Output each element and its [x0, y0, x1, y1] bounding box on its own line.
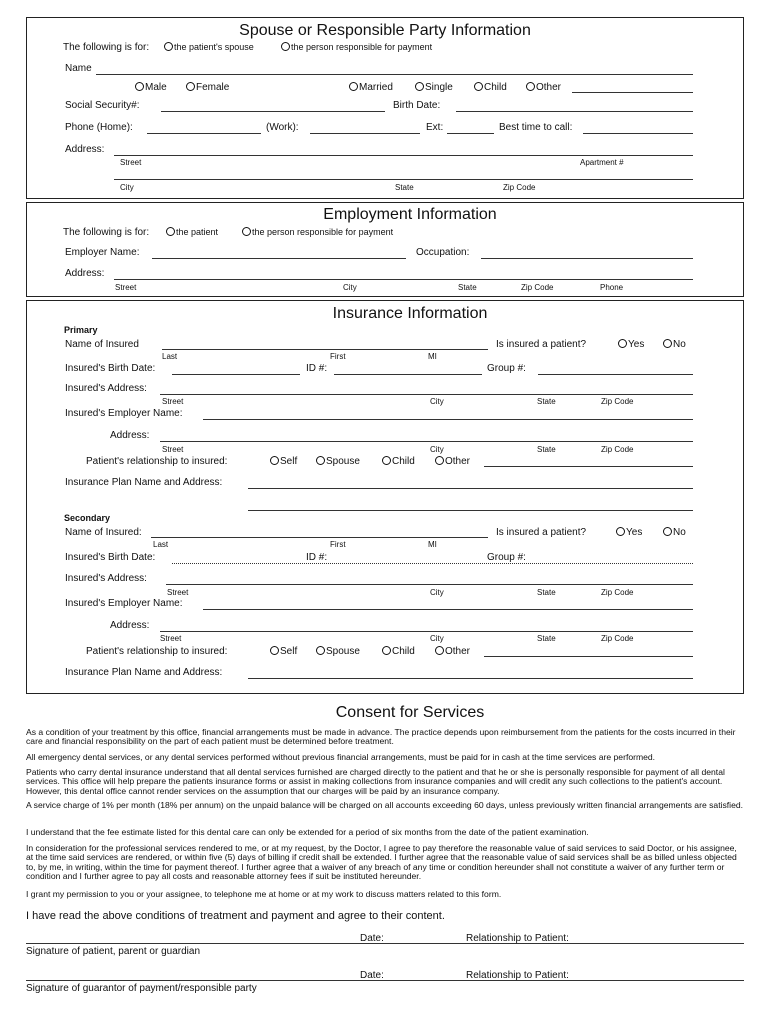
spouse-name-field[interactable]	[96, 74, 693, 75]
secondary-employer-field[interactable]	[203, 609, 693, 610]
spouse-city-caption: City	[120, 183, 134, 192]
spouse-state-caption: State	[395, 183, 414, 192]
employment-zip-caption: Zip Code	[521, 283, 554, 292]
radio-icon	[415, 82, 424, 91]
secondary-self[interactable]: Self	[270, 646, 297, 657]
secondary-other[interactable]: Other	[435, 646, 470, 657]
guarantor-signature-field[interactable]	[26, 980, 744, 981]
spouse-other[interactable]: Other	[526, 82, 561, 93]
spouse-birth-label: Birth Date:	[393, 100, 441, 111]
secondary-plan-field[interactable]	[248, 678, 693, 679]
secondary-mi-caption: MI	[428, 540, 437, 549]
spouse-female[interactable]: Female	[186, 82, 229, 93]
secondary-no[interactable]: No	[663, 527, 686, 538]
radio-icon	[270, 646, 279, 655]
secondary-address-label: Insured's Address:	[65, 573, 147, 584]
secondary-id-label: ID #:	[306, 552, 328, 563]
spouse-child[interactable]: Child	[474, 82, 507, 93]
primary-emp-street-caption: Street	[162, 445, 184, 454]
spouse-ext-field[interactable]	[447, 133, 494, 134]
radio-icon	[526, 82, 535, 91]
radio-icon	[618, 339, 627, 348]
primary-group-field[interactable]	[538, 374, 693, 375]
radio-icon	[435, 456, 444, 465]
primary-emp-state-caption: State	[537, 445, 556, 454]
secondary-relationship-label: Patient's relationship to insured:	[86, 646, 228, 657]
employment-for-label: The following is for:	[63, 227, 150, 238]
employment-address-field[interactable]	[114, 279, 693, 280]
radio-icon	[382, 646, 391, 655]
primary-emp-address-field[interactable]	[160, 441, 693, 442]
radio-icon	[382, 456, 391, 465]
secondary-yes[interactable]: Yes	[616, 527, 642, 538]
spouse-name-label: Name	[65, 63, 92, 74]
primary-yes[interactable]: Yes	[618, 339, 644, 350]
secondary-spouse[interactable]: Spouse	[316, 646, 360, 657]
spouse-ssn-label: Social Security#:	[65, 100, 140, 111]
consent-paragraph-1: As a condition of your treatment by this office, financial arrangements must be made in advance. The practice depends upon reimbursement from the patients for the costs incurred in their care and financial responsibility on the part of each patient must be determined before treatment.	[26, 727, 736, 747]
secondary-birth-label: Insured's Birth Date:	[65, 552, 156, 563]
primary-zip-caption: Zip Code	[601, 397, 634, 406]
patient-signature-label: Signature of patient, parent or guardian	[26, 946, 201, 957]
primary-group-label: Group #:	[487, 363, 526, 374]
primary-id-label: ID #:	[306, 363, 328, 374]
secondary-emp-address-field[interactable]	[160, 631, 693, 632]
occupation-field[interactable]	[481, 258, 693, 259]
secondary-first-caption: First	[330, 540, 346, 549]
employment-street-caption: Street	[115, 283, 137, 292]
primary-address-field[interactable]	[160, 394, 693, 395]
secondary-other-field[interactable]	[484, 656, 693, 657]
spouse-phone-home-field[interactable]	[147, 133, 261, 134]
employment-address-label: Address:	[65, 268, 105, 279]
insurance-section	[26, 300, 744, 694]
primary-child[interactable]: Child	[382, 456, 415, 467]
patient-signature-field[interactable]	[26, 943, 744, 944]
primary-self[interactable]: Self	[270, 456, 297, 467]
secondary-address-field[interactable]	[166, 584, 693, 585]
secondary-emp-address-label: Address:	[110, 620, 150, 631]
spouse-street-caption: Street	[120, 158, 142, 167]
spouse-apartment-caption: Apartment #	[580, 158, 624, 167]
guarantor-relationship-label: Relationship to Patient:	[466, 970, 569, 981]
primary-is-patient-label: Is insured a patient?	[496, 339, 587, 350]
radio-icon	[435, 646, 444, 655]
primary-employer-label: Insured's Employer Name:	[65, 408, 183, 419]
primary-no[interactable]: No	[663, 339, 686, 350]
secondary-last-caption: Last	[153, 540, 169, 549]
primary-employer-field[interactable]	[203, 419, 693, 420]
primary-emp-city-caption: City	[430, 445, 444, 454]
insurance-title: Insurance Information	[332, 305, 488, 322]
employer-field[interactable]	[152, 258, 406, 259]
primary-plan-label: Insurance Plan Name and Address:	[65, 477, 223, 488]
consent-paragraph-2: All emergency dental services, or any dental services performed without previous financial arrangements, must be paid for in cash at the time services are performed.	[26, 752, 656, 762]
primary-emp-address-label: Address:	[110, 430, 150, 441]
employment-opt-patient[interactable]: the patient	[166, 227, 218, 237]
secondary-city-caption: City	[430, 588, 444, 597]
primary-relationship-label: Patient's relationship to insured:	[86, 456, 228, 467]
primary-city-caption: City	[430, 397, 444, 406]
consent-paragraph-7: I grant my permission to you or your assignee, to telephone me at home or at my work to discuss matters related to this form.	[26, 889, 502, 899]
primary-plan-field[interactable]	[248, 488, 693, 489]
spouse-single[interactable]: Single	[415, 82, 453, 93]
primary-address-label: Insured's Address:	[65, 383, 147, 394]
primary-heading: Primary	[64, 325, 98, 335]
occupation-label: Occupation:	[416, 247, 470, 258]
radio-icon	[270, 456, 279, 465]
consent-paragraph-4: A service charge of 1% per month (18% per annum) on the unpaid balance will be charged on all accounts exceeding 60 days, unless previously written financial arrangements are satisfied.	[26, 800, 744, 810]
secondary-emp-street-caption: Street	[160, 634, 182, 643]
consent-paragraph-6: In consideration for the professional services rendered to me, or at my request, by the Doctor, I agree to pay therefore the reasonable value of said services to said Doctor, or his assignee, at the time said services are rendered, or within five (5) days of billing if credit shall be extended. I further agree that the reasonable value of said services shall be as billed unless objected to, by me, in writing, within the time for payment thereof. I further agree that a waiver of any breach of any time or condition hereunder shall not constitute a waiver of any further term or condition and I further agree to pay all costs and reasonable attorney fees if suit be instituted hereunder.	[26, 843, 737, 882]
radio-icon	[616, 527, 625, 536]
radio-icon	[164, 42, 173, 51]
secondary-id-group-field[interactable]	[172, 563, 693, 564]
spouse-address-label: Address:	[65, 144, 105, 155]
secondary-employer-label: Insured's Employer Name:	[65, 598, 183, 609]
primary-street-caption: Street	[162, 397, 184, 406]
spouse-ext-label: Ext:	[426, 122, 444, 133]
spouse-phone-home-label: Phone (Home):	[65, 122, 133, 133]
guarantor-signature-label: Signature of guarantor of payment/responsible party	[26, 983, 257, 994]
secondary-emp-zip-caption: Zip Code	[601, 634, 634, 643]
secondary-name-field[interactable]	[151, 537, 488, 538]
radio-icon	[186, 82, 195, 91]
employment-city-caption: City	[343, 283, 357, 292]
primary-emp-zip-caption: Zip Code	[601, 445, 634, 454]
spouse-city-field[interactable]	[114, 179, 693, 180]
primary-name-field[interactable]	[162, 349, 488, 350]
spouse-male[interactable]: Male	[135, 82, 167, 93]
secondary-zip-caption: Zip Code	[601, 588, 634, 597]
secondary-heading: Secondary	[64, 513, 111, 523]
spouse-opt-spouse[interactable]: the patient's spouse	[164, 42, 254, 52]
secondary-state-caption: State	[537, 588, 556, 597]
secondary-child[interactable]: Child	[382, 646, 415, 657]
radio-icon	[135, 82, 144, 91]
primary-spouse[interactable]: Spouse	[316, 456, 360, 467]
consent-paragraph-5: I understand that the fee estimate listed for this dental care can only be extended for a period of six months from the date of the patient examination.	[26, 827, 589, 837]
employment-title: Employment Information	[323, 206, 497, 223]
radio-icon	[281, 42, 290, 51]
spouse-for-label: The following is for:	[63, 42, 150, 53]
radio-icon	[349, 82, 358, 91]
radio-icon	[474, 82, 483, 91]
primary-plan-field-2[interactable]	[248, 510, 693, 511]
secondary-group-label: Group #:	[487, 552, 526, 563]
secondary-plan-label: Insurance Plan Name and Address:	[65, 667, 223, 678]
primary-state-caption: State	[537, 397, 556, 406]
spouse-work-label: (Work):	[266, 122, 299, 133]
spouse-married[interactable]: Married	[349, 82, 393, 93]
primary-other[interactable]: Other	[435, 456, 470, 467]
primary-last-caption: Last	[162, 352, 178, 361]
primary-name-label: Name of Insured	[65, 339, 139, 350]
spouse-street-field[interactable]	[114, 155, 693, 156]
spouse-title: Spouse or Responsible Party Information	[239, 22, 531, 39]
primary-other-field[interactable]	[484, 466, 693, 467]
employment-opt-responsible[interactable]: the person responsible for payment	[242, 227, 393, 237]
employment-state-caption: State	[458, 283, 477, 292]
employer-label: Employer Name:	[65, 247, 140, 258]
radio-icon	[663, 527, 672, 536]
spouse-zip-caption: Zip Code	[503, 183, 536, 192]
spouse-work-field[interactable]	[310, 133, 420, 134]
spouse-best-time-field[interactable]	[583, 133, 693, 134]
primary-first-caption: First	[330, 352, 346, 361]
spouse-best-time-label: Best time to call:	[499, 122, 573, 133]
radio-icon	[166, 227, 175, 236]
secondary-is-patient-label: Is insured a patient?	[496, 527, 587, 538]
spouse-opt-responsible[interactable]: the person responsible for payment	[281, 42, 432, 52]
patient-relationship-label: Relationship to Patient:	[466, 933, 569, 944]
secondary-street-caption: Street	[167, 588, 189, 597]
radio-icon	[316, 646, 325, 655]
consent-paragraph-3: Patients who carry dental insurance understand that all dental services furnished are charged directly to the patient and that he or she is personally responsible for payment of all dental services. This office will help prepare the patients insurance forms or assist in making collections from insurance companies and will credit any such collections to the patient's account. However, this dental office cannot render services on the assumption that our charges will be paid by an insurance company.	[26, 767, 725, 796]
consent-agree-text: I have read the above conditions of treatment and payment and agree to their content.	[26, 910, 445, 922]
spouse-birth-field[interactable]	[456, 111, 693, 112]
secondary-emp-state-caption: State	[537, 634, 556, 643]
primary-birth-field[interactable]	[172, 374, 300, 375]
consent-title: Consent for Services	[335, 704, 485, 721]
patient-date-label: Date:	[360, 933, 384, 944]
spouse-ssn-field[interactable]	[161, 111, 385, 112]
radio-icon	[316, 456, 325, 465]
primary-id-field[interactable]	[334, 374, 482, 375]
guarantor-date-label: Date:	[360, 970, 384, 981]
employment-phone-caption: Phone	[600, 283, 624, 292]
secondary-emp-city-caption: City	[430, 634, 444, 643]
secondary-name-label: Name of Insured:	[65, 527, 142, 538]
primary-birth-label: Insured's Birth Date:	[65, 363, 156, 374]
spouse-other-field[interactable]	[572, 92, 693, 93]
primary-mi-caption: MI	[428, 352, 437, 361]
radio-icon	[663, 339, 672, 348]
radio-icon	[242, 227, 251, 236]
